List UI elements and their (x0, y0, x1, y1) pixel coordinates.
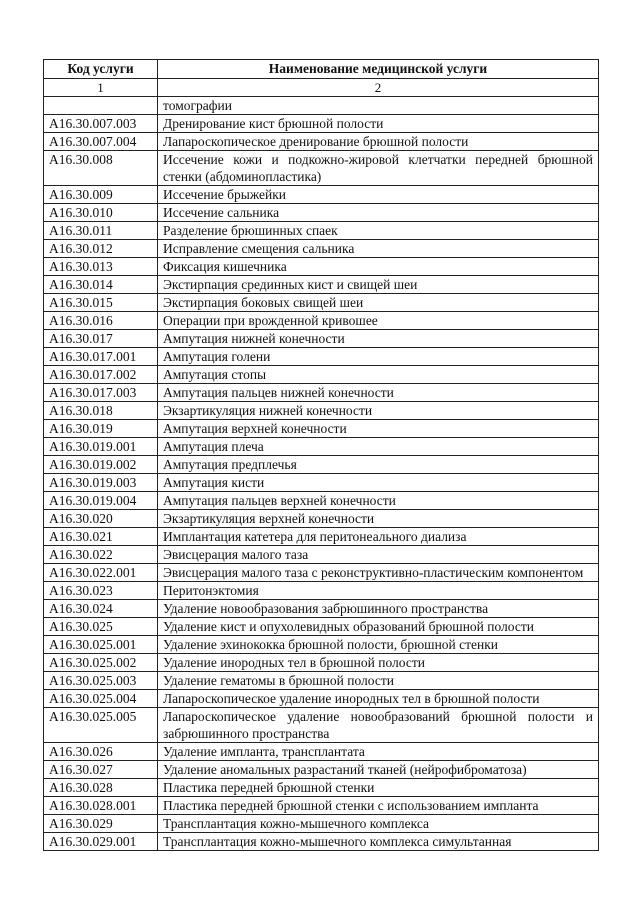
table-row (44, 833, 599, 851)
service-code: A16.30.019.003 (44, 474, 158, 492)
column-header-name: Наименование медицинской услуги (158, 60, 599, 79)
column-number-row (44, 79, 599, 97)
table-row (44, 528, 599, 546)
service-code: A16.30.015 (44, 294, 158, 312)
service-name: Пластика передней брюшной стенки с использованием импланта (158, 797, 599, 815)
table-row (44, 348, 599, 366)
service-code: A16.30.010 (44, 204, 158, 222)
table-row (44, 115, 599, 133)
service-code: A16.30.008 (44, 151, 158, 186)
table-row (44, 276, 599, 294)
service-name: Удаление инородных тел в брюшной полости (158, 654, 599, 672)
table-row (44, 797, 599, 815)
table-row (44, 708, 599, 743)
column-header-code: Код услуги (44, 60, 158, 79)
table-row (44, 815, 599, 833)
service-code: A16.30.019.004 (44, 492, 158, 510)
service-code: A16.30.014 (44, 276, 158, 294)
service-name: Ампутация голени (158, 348, 599, 366)
service-code: A16.30.028 (44, 779, 158, 797)
table-row (44, 402, 599, 420)
service-name: Экзартикуляция нижней конечности (158, 402, 599, 420)
service-code: A16.30.025.001 (44, 636, 158, 654)
service-name: Операции при врожденной кривошее (158, 312, 599, 330)
service-name: Ампутация кисти (158, 474, 599, 492)
service-name: Удаление эхинококка брюшной полости, брюшной стенки (158, 636, 599, 654)
service-name: Лапароскопическое удаление инородных тел в брюшной полости (158, 690, 599, 708)
service-code: A16.30.011 (44, 222, 158, 240)
service-name: Разделение брюшинных спаек (158, 222, 599, 240)
service-code: A16.30.019.002 (44, 456, 158, 474)
service-name: Удаление аномальных разрастаний тканей (нейрофиброматоза) (158, 761, 599, 779)
service-code: A16.30.019 (44, 420, 158, 438)
service-code: A16.30.016 (44, 312, 158, 330)
service-code: A16.30.029.001 (44, 833, 158, 851)
table-row (44, 761, 599, 779)
service-code: A16.30.023 (44, 582, 158, 600)
service-name: Ампутация стопы (158, 366, 599, 384)
table-row (44, 618, 599, 636)
service-name: Ампутация нижней конечности (158, 330, 599, 348)
service-name: Трансплантация кожно-мышечного комплекса симультанная (158, 833, 599, 851)
service-name: Иссечение сальника (158, 204, 599, 222)
service-name: Экстирпация боковых свищей шеи (158, 294, 599, 312)
service-name: Фиксация кишечника (158, 258, 599, 276)
service-code: A16.30.021 (44, 528, 158, 546)
table-row (44, 690, 599, 708)
table-row (44, 420, 599, 438)
service-name: Ампутация пальцев нижней конечности (158, 384, 599, 402)
service-code: A16.30.017.002 (44, 366, 158, 384)
service-code: A16.30.020 (44, 510, 158, 528)
service-code (44, 97, 158, 115)
service-code: A16.30.025 (44, 618, 158, 636)
table-row (44, 384, 599, 402)
service-name: Трансплантация кожно-мышечного комплекса (158, 815, 599, 833)
table-row (44, 510, 599, 528)
service-name: Удаление гематомы в брюшной полости (158, 672, 599, 690)
service-name: Экстирпация срединных кист и свищей шеи (158, 276, 599, 294)
service-name: Эвисцерация малого таза с реконструктивно-пластическим компонентом (158, 564, 599, 582)
service-name: Лапароскопическое удаление новообразований брюшной полости и забрюшинного пространства (158, 708, 599, 743)
table-row (44, 294, 599, 312)
table-row (44, 456, 599, 474)
service-code: A16.30.022 (44, 546, 158, 564)
service-name: Ампутация верхней конечности (158, 420, 599, 438)
service-code: A16.30.013 (44, 258, 158, 276)
services-table (43, 59, 599, 851)
service-code: A16.30.017.003 (44, 384, 158, 402)
table-row (44, 366, 599, 384)
service-name: Перитонэктомия (158, 582, 599, 600)
service-code: A16.30.012 (44, 240, 158, 258)
service-code: A16.30.025.004 (44, 690, 158, 708)
table-row (44, 582, 599, 600)
service-code: A16.30.029 (44, 815, 158, 833)
service-code: A16.30.026 (44, 743, 158, 761)
service-code: A16.30.017 (44, 330, 158, 348)
service-code: A16.30.022.001 (44, 564, 158, 582)
service-code: A16.30.007.004 (44, 133, 158, 151)
service-name: томографии (158, 97, 599, 115)
table-row (44, 636, 599, 654)
table-row (44, 779, 599, 797)
table-row (44, 438, 599, 456)
service-name: Иссечение брыжейки (158, 186, 599, 204)
table-row (44, 186, 599, 204)
service-name: Ампутация плеча (158, 438, 599, 456)
service-name: Пластика передней брюшной стенки (158, 779, 599, 797)
service-code: A16.30.025.002 (44, 654, 158, 672)
service-name: Исправление смещения сальника (158, 240, 599, 258)
service-code: A16.30.027 (44, 761, 158, 779)
table-row (44, 258, 599, 276)
table-row (44, 654, 599, 672)
table-row (44, 564, 599, 582)
service-name: Ампутация предплечья (158, 456, 599, 474)
table-row (44, 743, 599, 761)
table-row (44, 151, 599, 186)
service-name: Имплантация катетера для перитонеального диализа (158, 528, 599, 546)
service-name: Лапароскопическое дренирование брюшной полости (158, 133, 599, 151)
table-row (44, 474, 599, 492)
service-code: A16.30.018 (44, 402, 158, 420)
table-row (44, 204, 599, 222)
service-name: Удаление кист и опухолевидных образований брюшной полости (158, 618, 599, 636)
table-row (44, 312, 599, 330)
column-number-2: 2 (158, 79, 599, 97)
service-code: A16.30.007.003 (44, 115, 158, 133)
service-code: A16.30.009 (44, 186, 158, 204)
table-row (44, 546, 599, 564)
service-name: Удаление импланта, трансплантата (158, 743, 599, 761)
service-code: A16.30.025.003 (44, 672, 158, 690)
column-number-1: 1 (44, 79, 158, 97)
table-row (44, 672, 599, 690)
service-name: Эвисцерация малого таза (158, 546, 599, 564)
table-row (44, 133, 599, 151)
table-row (44, 97, 599, 115)
table-row (44, 330, 599, 348)
service-name: Ампутация пальцев верхней конечности (158, 492, 599, 510)
table-row (44, 600, 599, 618)
table-row (44, 492, 599, 510)
service-code: A16.30.028.001 (44, 797, 158, 815)
table-row (44, 240, 599, 258)
service-name: Дренирование кист брюшной полости (158, 115, 599, 133)
service-name: Иссечение кожи и подкожно-жировой клетчатки передней брюшной стенки (абдоминопластика) (158, 151, 599, 186)
service-name: Удаление новообразования забрюшинного пространства (158, 600, 599, 618)
table-body (44, 97, 599, 851)
table-row (44, 222, 599, 240)
service-code: A16.30.025.005 (44, 708, 158, 743)
service-code: A16.30.019.001 (44, 438, 158, 456)
service-code: A16.30.024 (44, 600, 158, 618)
table-header-row (44, 60, 599, 79)
service-code: A16.30.017.001 (44, 348, 158, 366)
service-name: Экзартикуляция верхней конечности (158, 510, 599, 528)
